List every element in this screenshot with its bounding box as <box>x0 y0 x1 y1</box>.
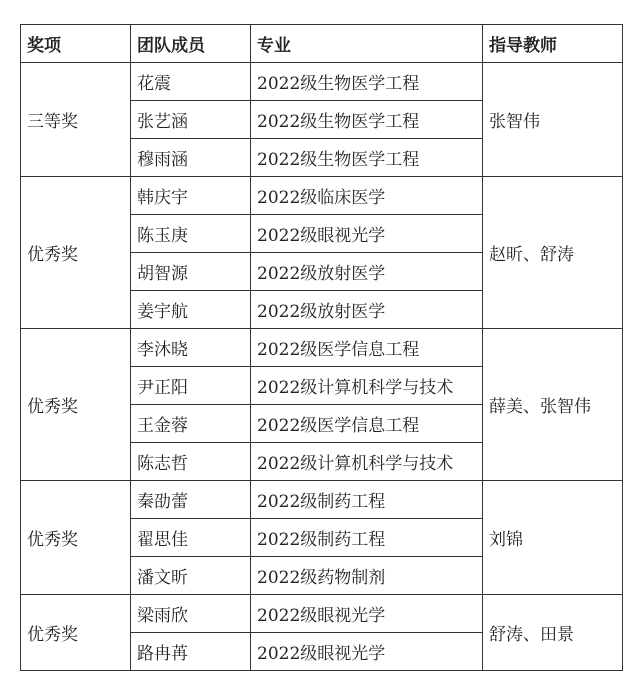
award-cell: 三等奖 <box>21 63 131 177</box>
major-cell: 2022级医学信息工程 <box>251 405 483 443</box>
advisor-cell: 张智伟 <box>483 63 623 177</box>
member-cell: 姜宇航 <box>131 291 251 329</box>
table-body <box>21 63 623 671</box>
header-advisor: 指导教师 <box>483 25 623 63</box>
table-row <box>21 595 623 633</box>
major-cell: 2022级眼视光学 <box>251 633 483 671</box>
header-row <box>21 25 623 63</box>
advisor-cell: 赵昕、舒涛 <box>483 177 623 329</box>
major-cell: 2022级制药工程 <box>251 519 483 557</box>
major-cell: 2022级制药工程 <box>251 481 483 519</box>
major-cell: 2022级计算机科学与技术 <box>251 367 483 405</box>
header-award: 奖项 <box>21 25 131 63</box>
major-cell: 2022级药物制剂 <box>251 557 483 595</box>
member-cell: 韩庆宇 <box>131 177 251 215</box>
advisor-cell: 舒涛、田景 <box>483 595 623 671</box>
member-cell: 陈玉庚 <box>131 215 251 253</box>
member-cell: 张艺涵 <box>131 101 251 139</box>
table-row <box>21 63 623 101</box>
member-cell: 秦劭蕾 <box>131 481 251 519</box>
major-cell: 2022级眼视光学 <box>251 595 483 633</box>
member-cell: 王金蓉 <box>131 405 251 443</box>
major-cell: 2022级放射医学 <box>251 253 483 291</box>
award-cell: 优秀奖 <box>21 177 131 329</box>
major-cell: 2022级临床医学 <box>251 177 483 215</box>
advisor-cell: 薛美、张智伟 <box>483 329 623 481</box>
major-cell: 2022级医学信息工程 <box>251 329 483 367</box>
table-row <box>21 177 623 215</box>
major-cell: 2022级生物医学工程 <box>251 101 483 139</box>
award-cell: 优秀奖 <box>21 329 131 481</box>
award-cell: 优秀奖 <box>21 481 131 595</box>
header-major: 专业 <box>251 25 483 63</box>
member-cell: 花震 <box>131 63 251 101</box>
major-cell: 2022级眼视光学 <box>251 215 483 253</box>
header-members: 团队成员 <box>131 25 251 63</box>
member-cell: 穆雨涵 <box>131 139 251 177</box>
advisor-cell: 刘锦 <box>483 481 623 595</box>
member-cell: 梁雨欣 <box>131 595 251 633</box>
member-cell: 路冉苒 <box>131 633 251 671</box>
member-cell: 胡智源 <box>131 253 251 291</box>
major-cell: 2022级生物医学工程 <box>251 139 483 177</box>
table-header <box>21 25 623 63</box>
award-cell: 优秀奖 <box>21 595 131 671</box>
award-table <box>20 24 623 671</box>
table-row <box>21 329 623 367</box>
major-cell: 2022级计算机科学与技术 <box>251 443 483 481</box>
major-cell: 2022级放射医学 <box>251 291 483 329</box>
member-cell: 尹正阳 <box>131 367 251 405</box>
member-cell: 潘文昕 <box>131 557 251 595</box>
member-cell: 翟思佳 <box>131 519 251 557</box>
member-cell: 李沐晓 <box>131 329 251 367</box>
major-cell: 2022级生物医学工程 <box>251 63 483 101</box>
table-row <box>21 481 623 519</box>
member-cell: 陈志哲 <box>131 443 251 481</box>
